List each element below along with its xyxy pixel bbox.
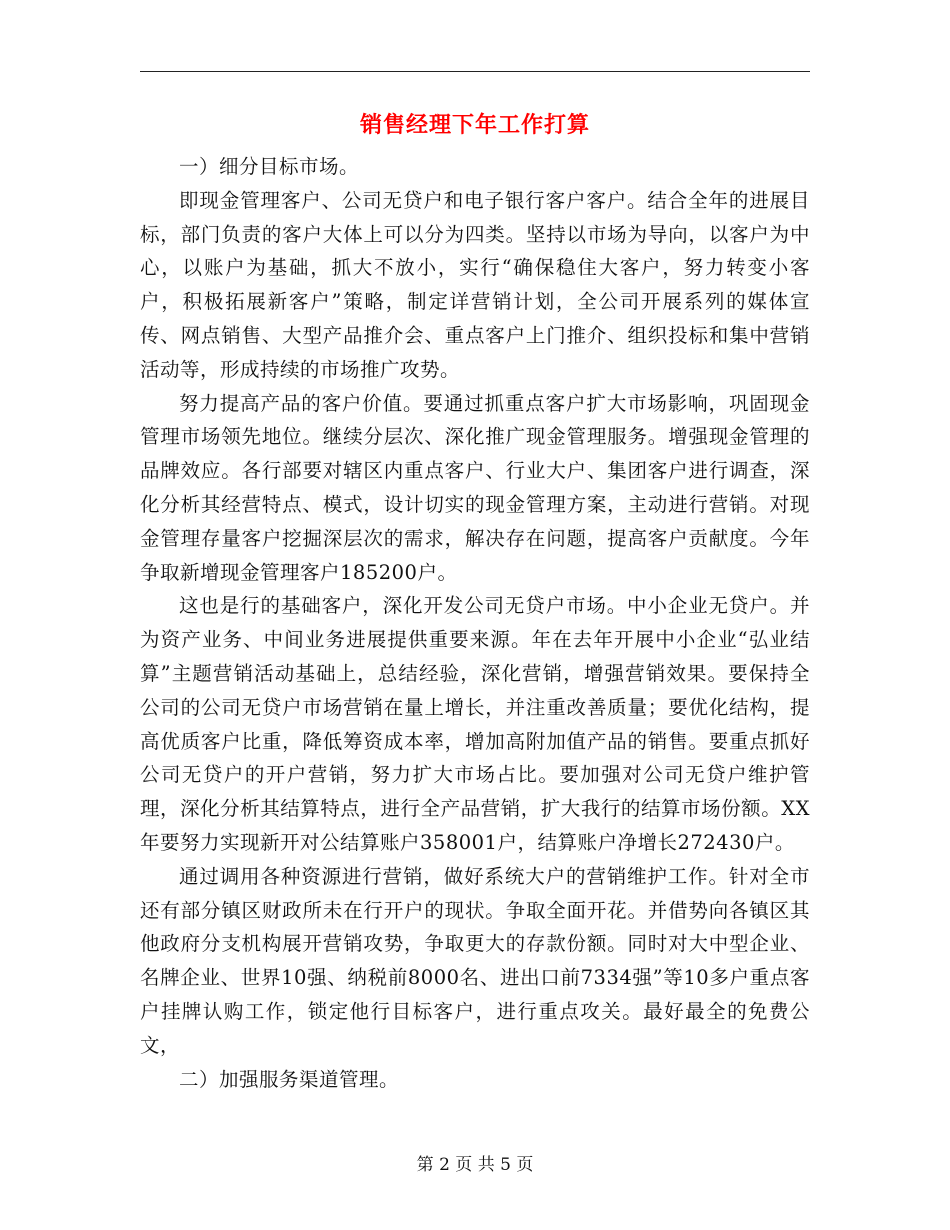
footer-prefix: 第 <box>416 1155 434 1175</box>
header-rule <box>140 71 810 72</box>
page-footer <box>140 1153 810 1177</box>
paragraph: 这也是行的基础客户，深化开发公司无贷户市场。中小企业无贷户。并为资产业务、中间业务进展提供重要来源。年在去年开展中小企业“弘业结算”主题营销活动基础上，总结经验，深化营销，增强营销效果。要保持全公司的公司无贷户市场营销在量上增长，并注重改善质量；要优化结构，提高优质客户比重，降低筹资成本率，增加高附加值产品的销售。要重点抓好公司无贷户的开户营销，努力扩大市场占比。要加强对公司无贷户维护管理，深化分析其结算特点，进行全产品营销，扩大我行的结算市场份额。XX年要努力实现新开对公结算账户358001户，结算账户净增长272430户。 <box>140 594 810 854</box>
document-body <box>140 150 810 1096</box>
current-page-number: 2 <box>439 1155 450 1175</box>
footer-middle: 页 共 <box>455 1155 495 1175</box>
footer-suffix: 页 <box>516 1155 534 1175</box>
paragraph: 努力提高产品的客户价值。要通过抓重点客户扩大市场影响，巩固现金管理市场领先地位。继续分层次、深化推广现金管理服务。增强现金管理的品牌效应。各行部要对辖区内重点客户、行业大户、集团客户进行调查，深化分析其经营特点、模式，设计切实的现金管理方案，主动进行营销。对现金管理存量客户挖掘深层次的需求，解决存在问题，提高客户贡献度。今年争取新增现金管理客户185200户。 <box>140 391 810 584</box>
paragraph: 通过调用各种资源进行营销，做好系统大户的营销维护工作。针对全市还有部分镇区财政所未在行开户的现状。争取全面开花。并借势向各镇区其他政府分支机构展开营销攻势，争取更大的存款份额。同时对大中型企业、名牌企业、世界10强、纳税前8000名、进出口前7334强”等10多户重点客户挂牌认购工作，锁定他行目标客户，进行重点攻关。最好最全的免费公文， <box>140 864 810 1057</box>
section-heading-2: 二）加强服务渠道管理。 <box>179 1067 400 1091</box>
document-title: 销售经理下年工作打算 <box>359 113 590 138</box>
paragraph: 即现金管理客户、公司无贷户和电子银行客户客户。结合全年的进展目标，部门负责的客户大体上可以分为四类。坚持以市场为导向，以客户为中心，以账户为基础，抓大不放小，实行“确保稳住大客户，努力转变小客户，积极拓展新客户”策略，制定详营销计划，全公司开展系列的媒体宣传、网点销售、大型产品推介会、重点客户上门推介、组织投标和集中营销活动等，形成持续的市场推广攻势。 <box>140 188 810 381</box>
total-page-count: 5 <box>500 1155 511 1175</box>
section-heading-1: 一）细分目标市场。 <box>179 155 360 178</box>
